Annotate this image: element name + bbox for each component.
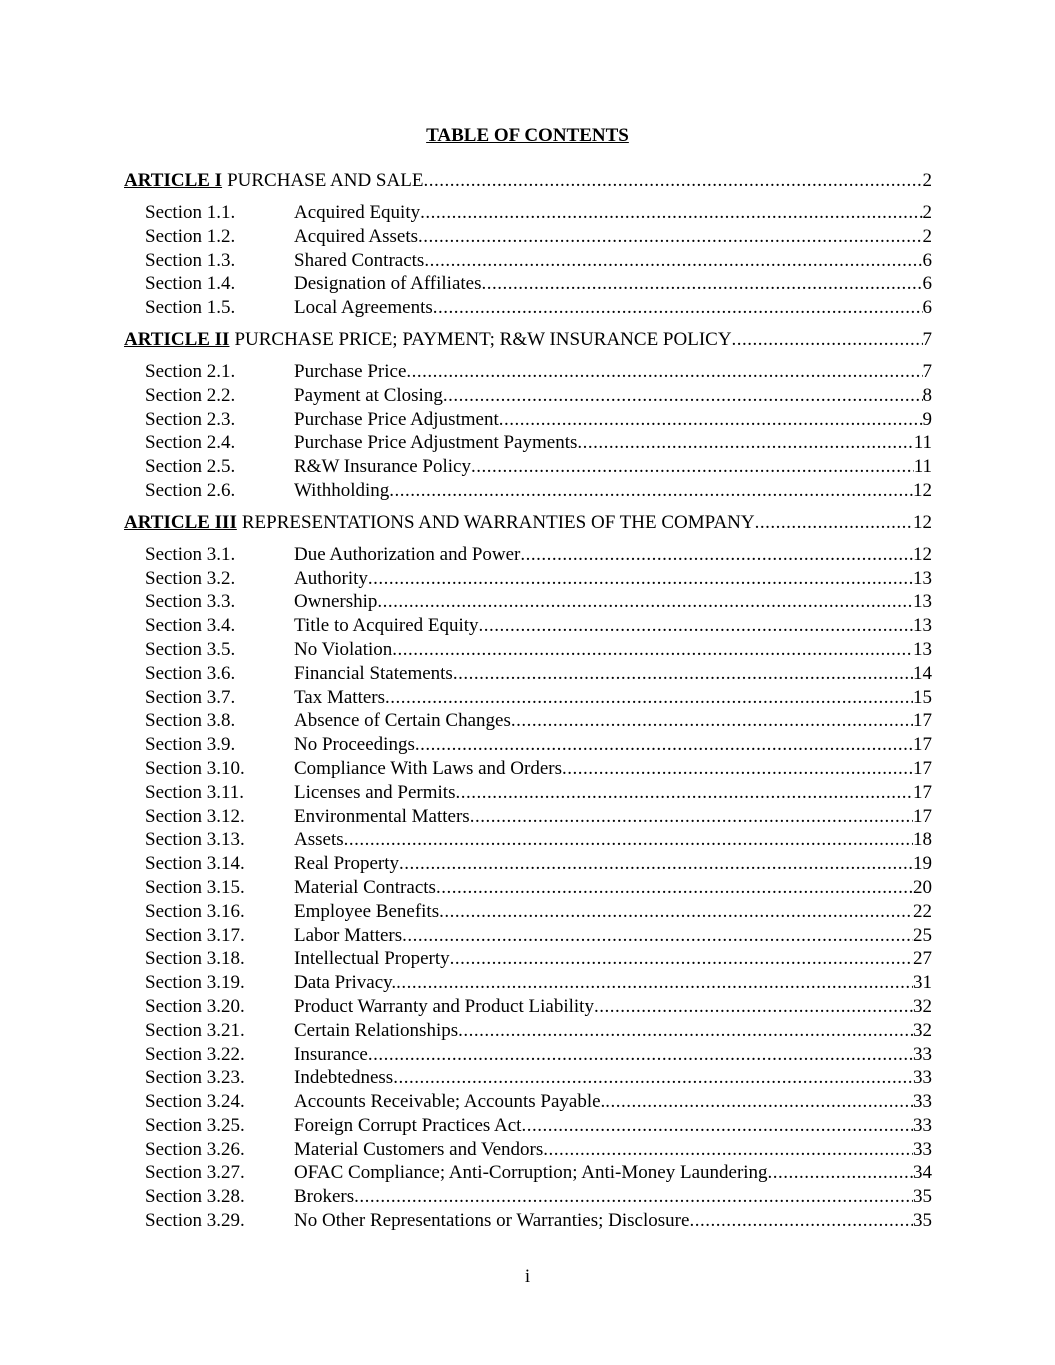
section-entry[interactable] bbox=[145, 1019, 932, 1043]
dot-leader bbox=[605, 1090, 913, 1114]
section-title: R&W Insurance Policy bbox=[294, 456, 471, 478]
article-label: ARTICLE III bbox=[124, 511, 237, 533]
dot-leader bbox=[443, 384, 923, 408]
section-number: Section 3.3. bbox=[145, 591, 236, 613]
section-leader bbox=[294, 272, 923, 296]
section-title: Tax Matters bbox=[294, 686, 386, 708]
section-number: Section 3.9. bbox=[145, 734, 236, 756]
section-title: Data Privacy. bbox=[294, 972, 397, 994]
dot-leader bbox=[732, 328, 923, 352]
section-page-number: 17 bbox=[913, 734, 932, 756]
dot-leader bbox=[396, 971, 913, 995]
section-page-number: 13 bbox=[913, 638, 932, 660]
section-number: Section 2.2. bbox=[145, 384, 236, 406]
article-title: REPRESENTATIONS AND WARRANTIES OF THE COMPANY bbox=[241, 511, 755, 533]
section-number: Section 2.6. bbox=[145, 479, 236, 501]
section-leader bbox=[294, 1138, 913, 1162]
dot-leader bbox=[499, 408, 923, 432]
section-leader bbox=[294, 828, 913, 852]
section-number: Section 3.21. bbox=[145, 1019, 245, 1041]
dot-leader bbox=[755, 511, 913, 535]
dot-leader bbox=[406, 360, 922, 384]
dot-leader bbox=[511, 709, 913, 733]
dot-leader bbox=[458, 1019, 913, 1043]
section-title: Designation of Affiliates bbox=[294, 273, 482, 295]
section-entry[interactable] bbox=[145, 249, 932, 273]
section-number: Section 3.4. bbox=[145, 615, 236, 637]
section-page-number: 31 bbox=[913, 972, 932, 994]
section-leader bbox=[294, 249, 923, 273]
section-title: Employee Benefits bbox=[294, 900, 440, 922]
section-number: Section 1.2. bbox=[145, 225, 236, 247]
section-title: Financial Statements bbox=[294, 662, 453, 684]
section-entry[interactable] bbox=[145, 614, 932, 638]
section-leader bbox=[294, 360, 923, 384]
section-title: Ownership bbox=[294, 591, 378, 613]
section-page-number: 6 bbox=[922, 249, 932, 271]
section-number: Section 3.13. bbox=[145, 829, 245, 851]
article-heading[interactable] bbox=[124, 328, 932, 352]
section-leader bbox=[294, 1090, 913, 1114]
section-title: Assets bbox=[294, 829, 344, 851]
section-number: Section 1.3. bbox=[145, 249, 236, 271]
page-title: TABLE OF CONTENTS bbox=[426, 125, 629, 146]
section-title: Certain Relationships bbox=[294, 1019, 459, 1041]
dot-leader bbox=[433, 296, 923, 320]
section-entry[interactable] bbox=[145, 225, 932, 249]
section-entry[interactable] bbox=[145, 805, 932, 829]
section-page-number: 19 bbox=[913, 853, 932, 875]
section-number: Section 3.10. bbox=[145, 757, 245, 779]
section-page-number: 32 bbox=[913, 1019, 932, 1041]
article-title-wrap bbox=[124, 511, 755, 535]
section-page-number: 12 bbox=[913, 543, 932, 565]
section-page-number: 22 bbox=[913, 900, 932, 922]
article-title: PURCHASE AND SALE bbox=[227, 170, 424, 191]
section-title: Absence of Certain Changes bbox=[294, 710, 511, 732]
section-entry[interactable] bbox=[145, 828, 932, 852]
section-leader bbox=[294, 686, 913, 710]
section-page-number: 35 bbox=[913, 1210, 932, 1232]
dot-leader bbox=[402, 924, 913, 948]
section-page-number: 2 bbox=[922, 202, 932, 223]
section-page-number: 11 bbox=[913, 456, 932, 478]
dot-leader bbox=[455, 781, 913, 805]
section-title: Material Customers and Vendors bbox=[294, 1138, 544, 1160]
section-title: Acquired Equity bbox=[294, 202, 421, 223]
section-entry[interactable] bbox=[145, 876, 932, 900]
section-title: Acquired Assets bbox=[294, 225, 419, 247]
section-entry[interactable] bbox=[145, 1090, 932, 1114]
section-entry[interactable] bbox=[145, 431, 932, 455]
dot-leader bbox=[470, 805, 913, 829]
section-leader bbox=[294, 1043, 913, 1067]
section-title: Licenses and Permits bbox=[294, 781, 456, 803]
section-title: Withholding bbox=[294, 479, 390, 501]
section-entry[interactable] bbox=[145, 1161, 932, 1185]
section-page-number: 15 bbox=[913, 686, 932, 708]
section-number: Section 3.23. bbox=[145, 1067, 245, 1089]
section-leader bbox=[294, 971, 913, 995]
dot-leader bbox=[436, 876, 913, 900]
article-label: ARTICLE I bbox=[124, 170, 223, 191]
dot-leader bbox=[577, 431, 913, 455]
section-number: Section 3.1. bbox=[145, 543, 236, 565]
article-leader bbox=[124, 328, 923, 352]
section-title: Insurance bbox=[294, 1043, 368, 1065]
section-page-number: 32 bbox=[913, 995, 932, 1017]
section-title: Material Contracts bbox=[294, 876, 436, 898]
section-number: Section 2.5. bbox=[145, 456, 236, 478]
section-leader bbox=[294, 1066, 913, 1090]
dot-leader bbox=[768, 1161, 913, 1185]
article-page-number: 12 bbox=[913, 511, 932, 533]
section-page-number: 17 bbox=[913, 781, 932, 803]
section-number: Section 3.5. bbox=[145, 638, 236, 660]
section-title: No Violation bbox=[294, 638, 393, 660]
section-entry[interactable] bbox=[145, 900, 932, 924]
section-leader bbox=[294, 781, 913, 805]
section-page-number: 33 bbox=[913, 1114, 932, 1136]
article-leader bbox=[124, 511, 913, 535]
section-leader bbox=[294, 709, 913, 733]
section-leader bbox=[294, 225, 923, 249]
section-leader bbox=[294, 590, 913, 614]
section-list bbox=[124, 201, 932, 320]
section-leader bbox=[294, 455, 914, 479]
article-page-number: 7 bbox=[922, 328, 932, 350]
section-number: Section 3.6. bbox=[145, 662, 236, 684]
section-leader bbox=[294, 614, 913, 638]
section-page-number: 13 bbox=[913, 567, 932, 589]
dot-leader bbox=[368, 567, 913, 591]
dot-leader bbox=[594, 995, 913, 1019]
section-leader bbox=[294, 567, 913, 591]
section-number: Section 3.24. bbox=[145, 1091, 245, 1113]
article-leader bbox=[124, 169, 923, 193]
section-entry[interactable] bbox=[145, 947, 932, 971]
section-leader bbox=[294, 900, 913, 924]
section-title: Payment at Closing bbox=[294, 384, 443, 406]
section-title: Title to Acquired Equity bbox=[294, 615, 479, 637]
section-page-number: 13 bbox=[913, 591, 932, 613]
dot-leader bbox=[418, 225, 922, 249]
section-leader bbox=[294, 638, 913, 662]
article-title-wrap bbox=[124, 328, 732, 352]
section-entry[interactable] bbox=[145, 757, 932, 781]
section-number: Section 3.25. bbox=[145, 1114, 245, 1136]
section-list bbox=[124, 543, 932, 1233]
section-entry[interactable] bbox=[145, 408, 932, 432]
section-entry[interactable] bbox=[145, 638, 932, 662]
section-entry[interactable] bbox=[145, 662, 932, 686]
dot-leader bbox=[423, 169, 922, 193]
dot-leader bbox=[543, 1138, 913, 1162]
section-page-number: 33 bbox=[913, 1067, 932, 1089]
section-leader bbox=[294, 733, 913, 757]
section-page-number: 14 bbox=[913, 662, 932, 684]
article-block bbox=[124, 328, 932, 503]
dot-leader bbox=[689, 1209, 913, 1233]
dot-leader bbox=[392, 638, 913, 662]
section-number: Section 2.4. bbox=[145, 432, 236, 454]
section-entry[interactable] bbox=[145, 590, 932, 614]
dot-leader bbox=[393, 1066, 913, 1090]
section-title: No Proceedings bbox=[294, 734, 415, 756]
section-title: Purchase Price Adjustment Payments bbox=[294, 432, 578, 454]
section-leader bbox=[294, 757, 913, 781]
dot-leader bbox=[389, 479, 913, 503]
section-page-number: 7 bbox=[922, 360, 932, 382]
section-page-number: 6 bbox=[922, 297, 932, 319]
section-page-number: 33 bbox=[913, 1091, 932, 1113]
dot-leader bbox=[479, 614, 913, 638]
section-leader bbox=[294, 479, 913, 503]
section-entry[interactable] bbox=[145, 1138, 932, 1162]
section-number: Section 1.4. bbox=[145, 273, 236, 295]
section-entry[interactable] bbox=[145, 1066, 932, 1090]
page-number-footer: i bbox=[524, 1266, 531, 1287]
dot-leader bbox=[377, 590, 913, 614]
section-leader bbox=[294, 1114, 913, 1138]
section-number: Section 3.22. bbox=[145, 1043, 245, 1065]
section-title: OFAC Compliance; Anti-Corruption; Anti-Money Laundering bbox=[294, 1162, 768, 1184]
section-title: Foreign Corrupt Practices Act bbox=[294, 1114, 522, 1136]
section-leader bbox=[294, 296, 923, 320]
section-title: Due Authorization and Power bbox=[294, 543, 521, 565]
section-number: Section 1.5. bbox=[145, 297, 236, 319]
section-title: Intellectual Property bbox=[294, 948, 450, 970]
section-number: Section 3.29. bbox=[145, 1210, 245, 1232]
section-number: Section 3.19. bbox=[145, 972, 245, 994]
section-page-number: 17 bbox=[913, 710, 932, 732]
section-entry[interactable] bbox=[145, 781, 932, 805]
section-leader bbox=[294, 852, 913, 876]
section-entry[interactable] bbox=[145, 543, 932, 567]
section-entry[interactable] bbox=[145, 272, 932, 296]
section-number: Section 3.8. bbox=[145, 710, 236, 732]
section-page-number: 8 bbox=[922, 384, 932, 406]
dot-leader bbox=[439, 900, 913, 924]
section-leader bbox=[294, 1161, 913, 1185]
dot-leader bbox=[520, 543, 913, 567]
section-entry[interactable] bbox=[145, 1185, 932, 1209]
section-entry[interactable] bbox=[145, 924, 932, 948]
dot-leader bbox=[450, 947, 913, 971]
section-title: Real Property bbox=[294, 853, 400, 875]
section-page-number: 17 bbox=[913, 805, 932, 827]
table-of-contents bbox=[124, 169, 932, 1241]
section-leader bbox=[294, 1019, 913, 1043]
section-entry[interactable] bbox=[145, 971, 932, 995]
section-entry[interactable] bbox=[145, 733, 932, 757]
section-number: Section 3.7. bbox=[145, 686, 236, 708]
section-entry[interactable] bbox=[145, 479, 932, 503]
section-leader bbox=[294, 543, 913, 567]
section-number: Section 3.20. bbox=[145, 995, 245, 1017]
section-leader bbox=[294, 408, 923, 432]
article-heading[interactable] bbox=[124, 511, 932, 535]
section-title: Compliance With Laws and Orders bbox=[294, 757, 562, 779]
section-number: Section 3.17. bbox=[145, 924, 245, 946]
article-label: ARTICLE II bbox=[124, 328, 230, 350]
section-leader bbox=[294, 947, 913, 971]
dot-leader bbox=[354, 1185, 913, 1209]
section-page-number: 9 bbox=[922, 408, 932, 430]
section-number: Section 3.14. bbox=[145, 853, 245, 875]
section-entry[interactable] bbox=[145, 686, 932, 710]
section-title: Purchase Price Adjustment bbox=[294, 408, 499, 430]
article-page-number: 2 bbox=[922, 170, 932, 191]
section-page-number: 20 bbox=[913, 876, 932, 898]
section-number: Section 3.16. bbox=[145, 900, 245, 922]
article-title-wrap bbox=[124, 169, 423, 193]
dot-leader bbox=[562, 757, 913, 781]
section-entry[interactable] bbox=[145, 567, 932, 591]
section-entry[interactable] bbox=[145, 709, 932, 733]
dot-leader bbox=[424, 249, 922, 273]
section-page-number: 13 bbox=[913, 615, 932, 637]
section-title: Purchase Price bbox=[294, 360, 407, 382]
section-leader bbox=[294, 876, 913, 900]
section-number: Section 3.11. bbox=[145, 781, 245, 803]
section-title: Shared Contracts bbox=[294, 249, 425, 271]
section-leader bbox=[294, 924, 913, 948]
section-title: Product Warranty and Product Liability bbox=[294, 995, 594, 1017]
section-page-number: 33 bbox=[913, 1138, 932, 1160]
section-number: Section 3.28. bbox=[145, 1186, 245, 1208]
section-title: Local Agreements bbox=[294, 297, 433, 319]
dot-leader bbox=[385, 686, 913, 710]
section-page-number: 34 bbox=[913, 1162, 932, 1184]
section-entry[interactable] bbox=[145, 1043, 932, 1067]
section-page-number: 18 bbox=[913, 829, 932, 851]
section-number: Section 3.12. bbox=[145, 805, 245, 827]
section-page-number: 17 bbox=[913, 757, 932, 779]
dot-leader bbox=[482, 272, 923, 296]
section-number: Section 2.1. bbox=[145, 360, 236, 382]
section-number: Section 2.3. bbox=[145, 408, 236, 430]
section-number: Section 3.27. bbox=[145, 1162, 245, 1184]
article-title: PURCHASE PRICE; PAYMENT; R&W INSURANCE POLICY bbox=[234, 328, 732, 350]
dot-leader bbox=[420, 201, 922, 225]
section-leader bbox=[294, 431, 914, 455]
section-title: Accounts Receivable; Accounts Payable. bbox=[294, 1091, 606, 1113]
dot-leader bbox=[471, 455, 914, 479]
section-title: No Other Representations or Warranties; Disclosure bbox=[294, 1210, 690, 1232]
section-number: Section 3.18. bbox=[145, 948, 245, 970]
section-leader bbox=[294, 1185, 913, 1209]
section-number: Section 1.1. bbox=[145, 202, 236, 223]
dot-leader bbox=[344, 828, 913, 852]
section-list bbox=[124, 360, 932, 503]
dot-leader bbox=[415, 733, 913, 757]
section-number: Section 3.15. bbox=[145, 876, 245, 898]
section-number: Section 3.26. bbox=[145, 1138, 245, 1160]
section-page-number: 2 bbox=[922, 225, 932, 247]
article-block bbox=[124, 511, 932, 1233]
section-page-number: 27 bbox=[913, 948, 932, 970]
dot-leader bbox=[368, 1043, 913, 1067]
section-page-number: 6 bbox=[922, 273, 932, 295]
dot-leader bbox=[521, 1114, 913, 1138]
section-title: Authority bbox=[294, 567, 368, 589]
section-entry[interactable] bbox=[145, 455, 932, 479]
section-entry[interactable] bbox=[145, 995, 932, 1019]
section-entry[interactable] bbox=[145, 360, 932, 384]
dot-leader bbox=[399, 852, 913, 876]
section-leader bbox=[294, 1209, 913, 1233]
section-leader bbox=[294, 201, 923, 225]
section-page-number: 33 bbox=[913, 1043, 932, 1065]
article-block bbox=[124, 169, 932, 320]
section-entry[interactable] bbox=[145, 852, 932, 876]
section-title: Brokers bbox=[294, 1186, 355, 1208]
section-number: Section 3.2. bbox=[145, 567, 236, 589]
section-entry[interactable] bbox=[145, 296, 932, 320]
section-page-number: 35 bbox=[913, 1186, 932, 1208]
section-leader bbox=[294, 662, 913, 686]
section-page-number: 12 bbox=[913, 479, 932, 501]
section-title: Environmental Matters bbox=[294, 805, 470, 827]
section-leader bbox=[294, 384, 923, 408]
section-entry[interactable] bbox=[145, 1209, 932, 1233]
section-entry[interactable] bbox=[145, 201, 932, 225]
section-entry[interactable] bbox=[145, 384, 932, 408]
dot-leader bbox=[453, 662, 913, 686]
section-leader bbox=[294, 995, 913, 1019]
article-heading[interactable] bbox=[124, 169, 932, 193]
section-title: Indebtedness bbox=[294, 1067, 394, 1089]
section-entry[interactable] bbox=[145, 1114, 932, 1138]
section-page-number: 11 bbox=[913, 432, 932, 454]
section-leader bbox=[294, 805, 913, 829]
section-title: Labor Matters bbox=[294, 924, 403, 946]
section-page-number: 25 bbox=[913, 924, 932, 946]
